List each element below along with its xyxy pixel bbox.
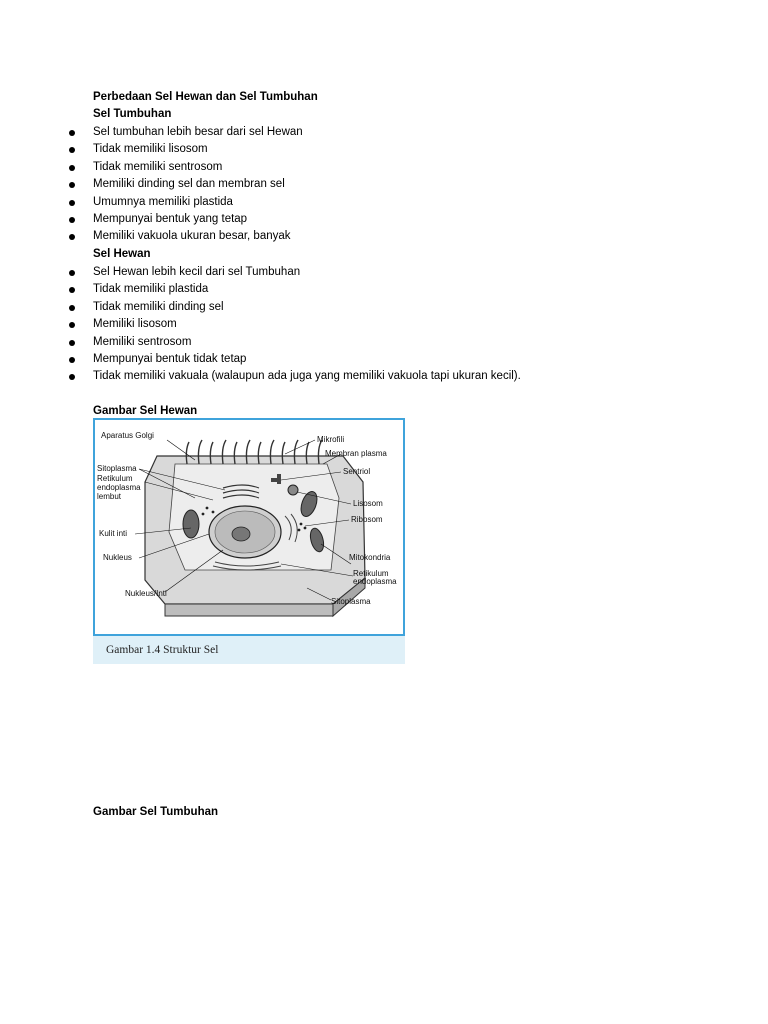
list-item (0, 264, 700, 281)
bullet-icon (69, 270, 75, 276)
figure-caption: Gambar 1.4 Struktur Sel (106, 644, 219, 656)
label-retikulum-right-2: endoplasma (353, 577, 397, 586)
bullet-icon (69, 340, 75, 346)
bullet-icon (69, 322, 75, 328)
list-item (0, 316, 700, 333)
list-item-text: Memiliki vakuola ukuran besar, banyak (93, 230, 291, 243)
list-item-text: Mempunyai bentuk tidak tetap (93, 352, 247, 365)
label-retikulum-left-3: lembut (97, 492, 122, 501)
list-item (0, 211, 700, 228)
centriole-shape-2 (277, 474, 281, 484)
figure-caption-bar (93, 634, 405, 664)
list-item-text: Memiliki lisosom (93, 318, 177, 331)
section-heading-sel-tumbuhan: Sel Tumbuhan (93, 108, 172, 120)
document-title: Perbedaan Sel Hewan dan Sel Tumbuhan (93, 91, 318, 103)
list-item (0, 299, 700, 316)
bullet-icon (69, 165, 75, 171)
label-lisosom: Lisosom (353, 499, 383, 508)
bullet-icon (69, 305, 75, 311)
label-nukleus-inti: Nukleus/Inti (125, 589, 167, 598)
bullet-icon (69, 374, 75, 380)
bullet-icon (69, 130, 75, 136)
label-sitoplasma-left: Sitoplasma (97, 464, 137, 473)
bullet-icon (69, 147, 75, 153)
label-sitoplasma-right: Sitoplasma (331, 597, 371, 606)
list-item-text: Sel Hewan lebih kecil dari sel Tumbuhan (93, 266, 301, 278)
label-mitokondria: Mitokondria (349, 553, 391, 562)
list-item (0, 176, 700, 193)
lysosome-shape (288, 485, 298, 495)
label-kulit-inti: Kulit inti (99, 529, 128, 538)
animal-cell-illustration (95, 420, 403, 636)
list-item-text: Memiliki sentrosom (93, 335, 192, 348)
list-item (0, 228, 700, 245)
list-item-text: Tidak memiliki dinding sel (93, 300, 224, 313)
list-item (0, 124, 700, 141)
animal-cell-diagram (93, 418, 405, 636)
label-retikulum-left-2: endoplasma (97, 483, 141, 492)
figure-heading-sel-hewan: Gambar Sel Hewan (93, 405, 198, 417)
bullet-icon (69, 234, 75, 240)
nucleolus-shape (232, 527, 250, 541)
label-retikulum-left-1: Retikulum (97, 474, 133, 483)
label-membran-plasma: Membran plasma (325, 449, 387, 458)
bullet-icon (69, 287, 75, 293)
list-item (0, 159, 700, 176)
list-item-text: Tidak memiliki sentrosom (93, 160, 223, 173)
list-item (0, 281, 700, 298)
list-item-text: Tidak memiliki plastida (93, 283, 209, 296)
section-heading-sel-hewan: Sel Hewan (93, 248, 151, 260)
label-retikulum-right-1: Retikulum (353, 569, 389, 578)
bullet-icon (69, 357, 75, 363)
label-mikrofili: Mikrofili (317, 435, 345, 444)
list-item-text: Memiliki dinding sel dan membran sel (93, 178, 285, 191)
list-item-text: Mempunyai bentuk yang tetap (93, 212, 248, 225)
bullet-list-sel-tumbuhan (0, 124, 700, 246)
list-item (0, 334, 700, 351)
label-aparatus-golgi: Aparatus Golgi (101, 431, 154, 440)
cell-side-shape (165, 604, 333, 616)
list-item (0, 368, 700, 385)
bullet-list-sel-hewan (0, 264, 700, 386)
label-nukleus: Nukleus (103, 553, 132, 562)
figure-heading-sel-tumbuhan: Gambar Sel Tumbuhan (93, 806, 219, 818)
bullet-icon (69, 200, 75, 206)
label-sentriol: Sentriol (343, 467, 371, 476)
list-item-text: Sel tumbuhan lebih besar dari sel Hewan (93, 126, 303, 138)
list-item-text: Tidak memiliki vakuala (walaupun ada juga yang memiliki vakuola tapi ukuran kecil). (93, 370, 521, 383)
bullet-icon (69, 217, 75, 223)
label-ribosom: Ribosom (351, 515, 383, 524)
list-item-text: Umumnya memiliki plastida (93, 195, 233, 208)
bullet-icon (69, 182, 75, 188)
list-item (0, 194, 700, 211)
animal-cell-figure (93, 418, 405, 664)
list-item (0, 141, 700, 158)
list-item (0, 351, 700, 368)
mitochondrion-left-shape (183, 510, 199, 538)
list-item-text: Tidak memiliki lisosom (93, 143, 208, 156)
